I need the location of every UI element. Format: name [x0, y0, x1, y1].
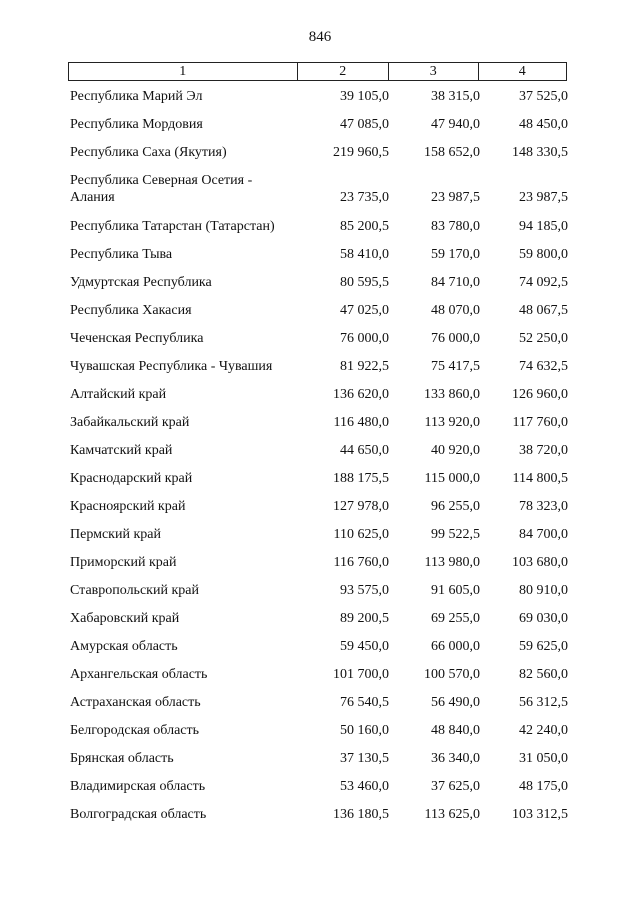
- region-name-line: Республика Мордовия: [70, 117, 203, 132]
- value-col-2: 58 410,0: [340, 247, 389, 262]
- value-col-2: 110 625,0: [333, 527, 389, 542]
- value-col-4: 59 625,0: [519, 639, 568, 654]
- region-name-line: Камчатский край: [70, 443, 173, 458]
- table-row: [0, 172, 640, 206]
- value-col-2: 85 200,5: [340, 219, 389, 234]
- region-name-line: Республика Татарстан (Татарстан): [70, 219, 275, 234]
- value-col-3: 48 070,0: [431, 303, 480, 318]
- region-name: [70, 722, 310, 739]
- region-name-line: Белгородская область: [70, 723, 200, 738]
- region-name-line: Астраханская область: [70, 695, 201, 710]
- table-row: [0, 116, 640, 133]
- region-name: [70, 638, 310, 655]
- value-col-3: 115 000,0: [424, 471, 480, 486]
- region-name: [70, 218, 310, 235]
- table-row: [0, 582, 640, 599]
- value-col-4: 42 240,0: [519, 723, 568, 738]
- table-row: [0, 526, 640, 543]
- region-name-line: Республика Тыва: [70, 247, 173, 262]
- value-col-2: 39 105,0: [340, 89, 389, 104]
- value-col-3: 59 170,0: [431, 247, 480, 262]
- region-name-line: Забайкальский край: [70, 415, 190, 430]
- value-col-3: 56 490,0: [431, 695, 480, 710]
- value-col-3: 48 840,0: [431, 723, 480, 738]
- value-col-3: 47 940,0: [431, 117, 480, 132]
- region-name-line: Республика Хакасия: [70, 303, 192, 318]
- region-name: [70, 246, 310, 263]
- table-row: [0, 470, 640, 487]
- value-col-4: 74 092,5: [519, 275, 568, 290]
- table-row: [0, 414, 640, 431]
- value-col-2: 116 480,0: [333, 415, 389, 430]
- value-col-2: 81 922,5: [340, 359, 389, 374]
- value-col-4: 48 067,5: [519, 303, 568, 318]
- value-col-2: 59 450,0: [340, 639, 389, 654]
- value-col-4: 103 680,0: [512, 555, 568, 570]
- region-name: [70, 806, 310, 823]
- region-name-line: Ставропольский край: [70, 583, 199, 598]
- table-row: [0, 274, 640, 291]
- value-col-2: 23 735,0: [340, 190, 389, 205]
- value-col-2: 127 978,0: [333, 499, 389, 514]
- region-name: [70, 778, 310, 795]
- region-name: [70, 666, 310, 683]
- table-row: [0, 722, 640, 739]
- value-col-3: 40 920,0: [431, 443, 480, 458]
- value-col-4: 48 450,0: [519, 117, 568, 132]
- region-name-line: Амурская область: [70, 639, 178, 654]
- value-col-3: 99 522,5: [431, 527, 480, 542]
- value-col-4: 78 323,0: [519, 499, 568, 514]
- value-col-3: 76 000,0: [431, 331, 480, 346]
- value-col-2: 53 460,0: [340, 779, 389, 794]
- region-name: [70, 358, 310, 375]
- region-name: [70, 610, 310, 627]
- region-name-line: Приморский край: [70, 555, 177, 570]
- value-col-2: 136 620,0: [333, 387, 389, 402]
- value-col-4: 103 312,5: [512, 807, 568, 822]
- value-col-2: 80 595,5: [340, 275, 389, 290]
- region-name-line: Алания: [70, 190, 115, 205]
- value-col-3: 113 980,0: [424, 555, 480, 570]
- value-col-2: 47 085,0: [340, 117, 389, 132]
- column-header-4: 4: [478, 63, 567, 81]
- region-name: [70, 386, 310, 403]
- value-col-3: 84 710,0: [431, 275, 480, 290]
- value-col-4: 38 720,0: [519, 443, 568, 458]
- region-name-line: Чувашская Республика - Чувашия: [70, 359, 273, 374]
- value-col-3: 158 652,0: [424, 145, 480, 160]
- value-col-2: 136 180,5: [333, 807, 389, 822]
- region-name-line: Пермский край: [70, 527, 161, 542]
- region-name: [70, 526, 310, 543]
- value-col-4: 84 700,0: [519, 527, 568, 542]
- region-name-line: Владимирская область: [70, 779, 206, 794]
- value-col-4: 82 560,0: [519, 667, 568, 682]
- value-col-2: 47 025,0: [340, 303, 389, 318]
- region-name-line: Удмуртская Республика: [70, 275, 212, 290]
- value-col-2: 93 575,0: [340, 583, 389, 598]
- value-col-3: 36 340,0: [431, 751, 480, 766]
- value-col-4: 126 960,0: [512, 387, 568, 402]
- region-name: [70, 414, 310, 431]
- table-row: [0, 88, 640, 105]
- region-name: [70, 172, 310, 206]
- column-header-2: 2: [297, 63, 388, 81]
- table-row: [0, 806, 640, 823]
- column-header-1: 1: [69, 63, 298, 81]
- table-row: [0, 666, 640, 683]
- region-name-line: Республика Саха (Якутия): [70, 145, 227, 160]
- table-row: [0, 778, 640, 795]
- value-col-3: 69 255,0: [431, 611, 480, 626]
- region-name-line: Республика Северная Осетия -: [70, 173, 253, 188]
- value-col-2: 37 130,5: [340, 751, 389, 766]
- value-col-3: 91 605,0: [431, 583, 480, 598]
- value-col-4: 148 330,5: [512, 145, 568, 160]
- region-name: [70, 302, 310, 319]
- region-name: [70, 554, 310, 571]
- value-col-3: 23 987,5: [431, 190, 480, 205]
- region-name: [70, 694, 310, 711]
- region-name: [70, 116, 310, 133]
- value-col-2: 76 540,5: [340, 695, 389, 710]
- value-col-3: 37 625,0: [431, 779, 480, 794]
- region-name-line: Чеченская Республика: [70, 331, 204, 346]
- value-col-4: 48 175,0: [519, 779, 568, 794]
- value-col-4: 74 632,5: [519, 359, 568, 374]
- region-name: [70, 88, 310, 105]
- region-name-line: Красноярский край: [70, 499, 186, 514]
- value-col-2: 188 175,5: [333, 471, 389, 486]
- value-col-4: 94 185,0: [519, 219, 568, 234]
- table-row: [0, 694, 640, 711]
- value-col-4: 59 800,0: [519, 247, 568, 262]
- region-name: [70, 274, 310, 291]
- value-col-3: 133 860,0: [424, 387, 480, 402]
- value-col-4: 37 525,0: [519, 89, 568, 104]
- table-row: [0, 498, 640, 515]
- table-row: [0, 750, 640, 767]
- region-name-line: Республика Марий Эл: [70, 89, 203, 104]
- table-row: [0, 442, 640, 459]
- region-name: [70, 470, 310, 487]
- table-row: [0, 358, 640, 375]
- value-col-4: 23 987,5: [519, 190, 568, 205]
- region-name-line: Брянская область: [70, 751, 174, 766]
- region-name-line: Краснодарский край: [70, 471, 193, 486]
- region-name-line: Архангельская область: [70, 667, 208, 682]
- region-name-line: Алтайский край: [70, 387, 167, 402]
- value-col-3: 38 315,0: [431, 89, 480, 104]
- region-name-line: Волгоградская область: [70, 807, 207, 822]
- table-row: [0, 554, 640, 571]
- value-col-2: 219 960,5: [333, 145, 389, 160]
- value-col-4: 80 910,0: [519, 583, 568, 598]
- value-col-3: 100 570,0: [424, 667, 480, 682]
- value-col-2: 101 700,0: [333, 667, 389, 682]
- table-row: [0, 386, 640, 403]
- table-row: [0, 302, 640, 319]
- value-col-3: 96 255,0: [431, 499, 480, 514]
- region-name: [70, 144, 310, 161]
- region-name: [70, 330, 310, 347]
- value-col-4: 52 250,0: [519, 331, 568, 346]
- value-col-4: 69 030,0: [519, 611, 568, 626]
- region-name: [70, 498, 310, 515]
- table-row: [0, 218, 640, 235]
- value-col-3: 113 920,0: [424, 415, 480, 430]
- value-col-3: 113 625,0: [424, 807, 480, 822]
- region-name: [70, 442, 310, 459]
- table-row: [0, 610, 640, 627]
- value-col-3: 83 780,0: [431, 219, 480, 234]
- table-row: [0, 246, 640, 263]
- value-col-2: 44 650,0: [340, 443, 389, 458]
- table-row: [0, 144, 640, 161]
- value-col-2: 76 000,0: [340, 331, 389, 346]
- value-col-2: 89 200,5: [340, 611, 389, 626]
- column-header-3: 3: [389, 63, 478, 81]
- value-col-2: 50 160,0: [340, 723, 389, 738]
- page-number: 846: [308, 29, 332, 45]
- region-name-line: Хабаровский край: [70, 611, 180, 626]
- value-col-4: 117 760,0: [512, 415, 568, 430]
- table-row: [0, 638, 640, 655]
- value-col-2: 116 760,0: [333, 555, 389, 570]
- region-name: [70, 750, 310, 767]
- value-col-3: 66 000,0: [431, 639, 480, 654]
- table-row: [0, 330, 640, 347]
- value-col-4: 114 800,5: [512, 471, 568, 486]
- region-name: [70, 582, 310, 599]
- value-col-4: 31 050,0: [519, 751, 568, 766]
- value-col-4: 56 312,5: [519, 695, 568, 710]
- value-col-3: 75 417,5: [431, 359, 480, 374]
